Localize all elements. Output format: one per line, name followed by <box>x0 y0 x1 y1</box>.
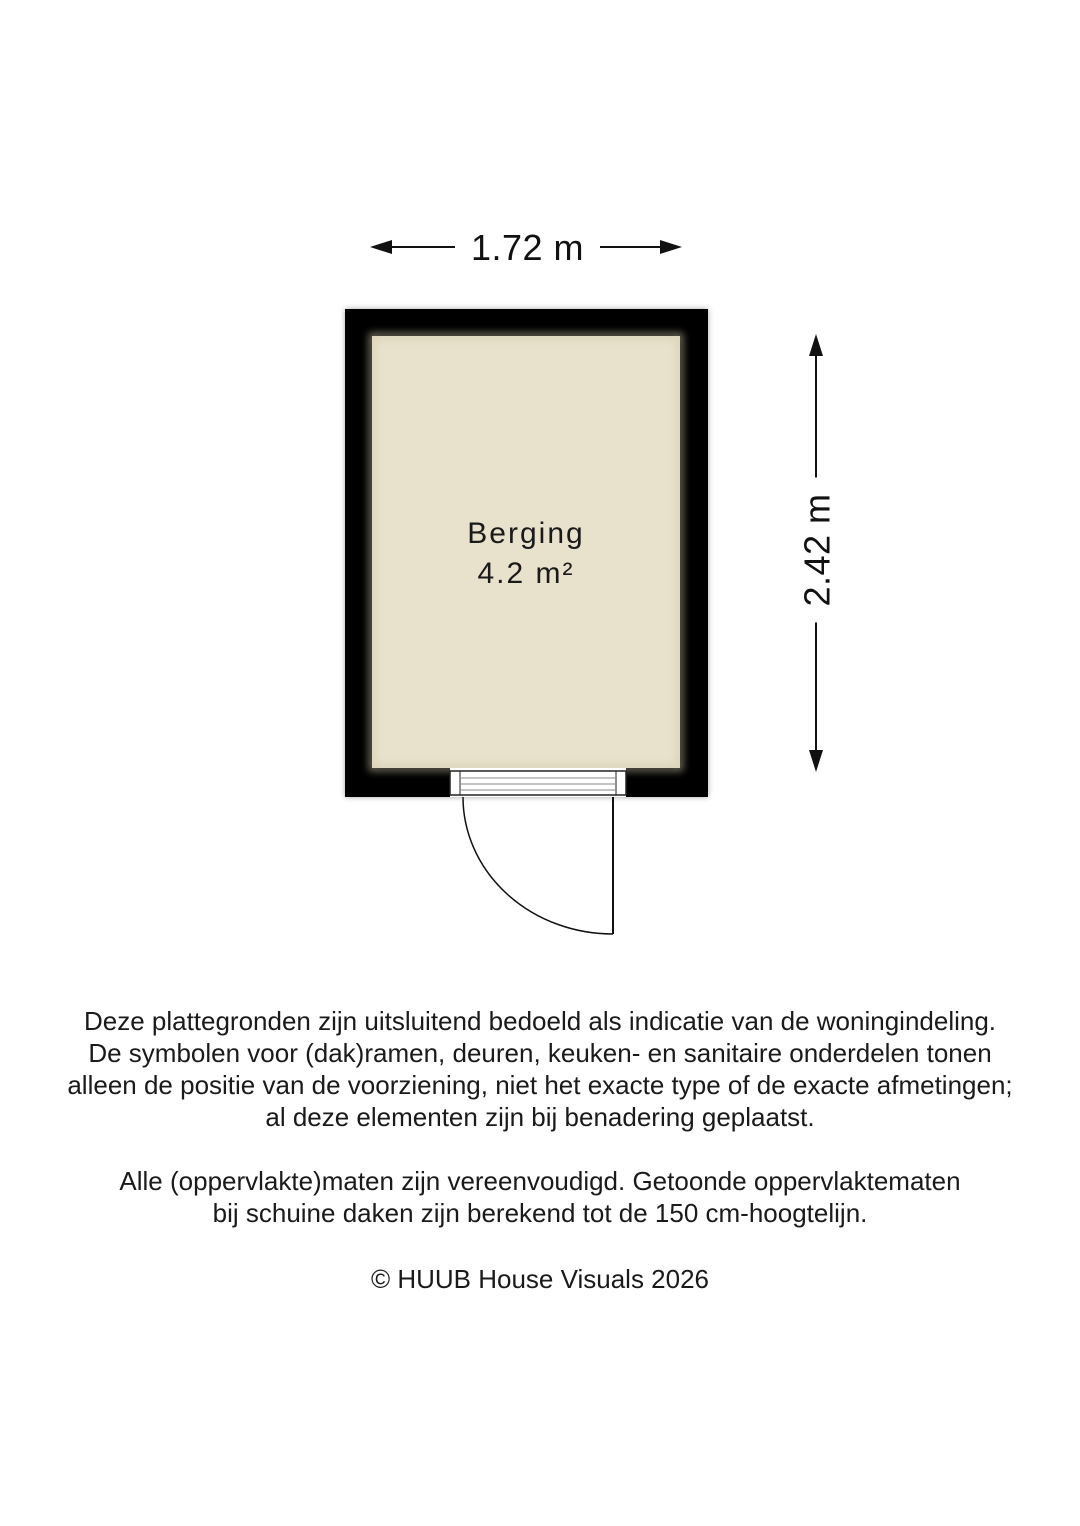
disclaimer-line: Deze plattegronden zijn uitsluitend bedoeld als indicatie van de woningindeling. <box>83 1006 997 1036</box>
room-area: 4.2 m² <box>477 557 575 590</box>
depth-dimension-label: 2.42 m <box>795 478 841 623</box>
measurement-note-line: bij schuine daken zijn berekend tot de 150 cm-hoogtelijn. <box>212 1198 868 1228</box>
arrow-up-icon <box>809 334 823 356</box>
door-swing-icon <box>463 797 613 934</box>
room-floor <box>372 336 680 768</box>
disclaimer <box>10 1005 1070 1229</box>
width-dimension-label: 1.72 m <box>455 226 600 270</box>
disclaimer-line: alleen de positie van de voorziening, niet het exacte type of de exacte afmetingen; <box>67 1070 1013 1100</box>
arrow-left-icon <box>370 240 392 254</box>
arrow-right-icon <box>660 240 682 254</box>
arrow-down-icon <box>809 750 823 772</box>
room-name: Berging <box>467 517 585 550</box>
disclaimer-line: al deze elementen zijn bij benadering geplaatst. <box>265 1102 815 1132</box>
measurement-note-line: Alle (oppervlakte)maten zijn vereenvoudigd. Getoonde oppervlaktematen <box>119 1166 961 1196</box>
copyright-notice: © HUUB House Visuals 2026 <box>370 1264 710 1294</box>
door-opening <box>450 768 626 797</box>
disclaimer-line: De symbolen voor (dak)ramen, deuren, keuken- en sanitaire onderdelen tonen <box>88 1038 992 1068</box>
